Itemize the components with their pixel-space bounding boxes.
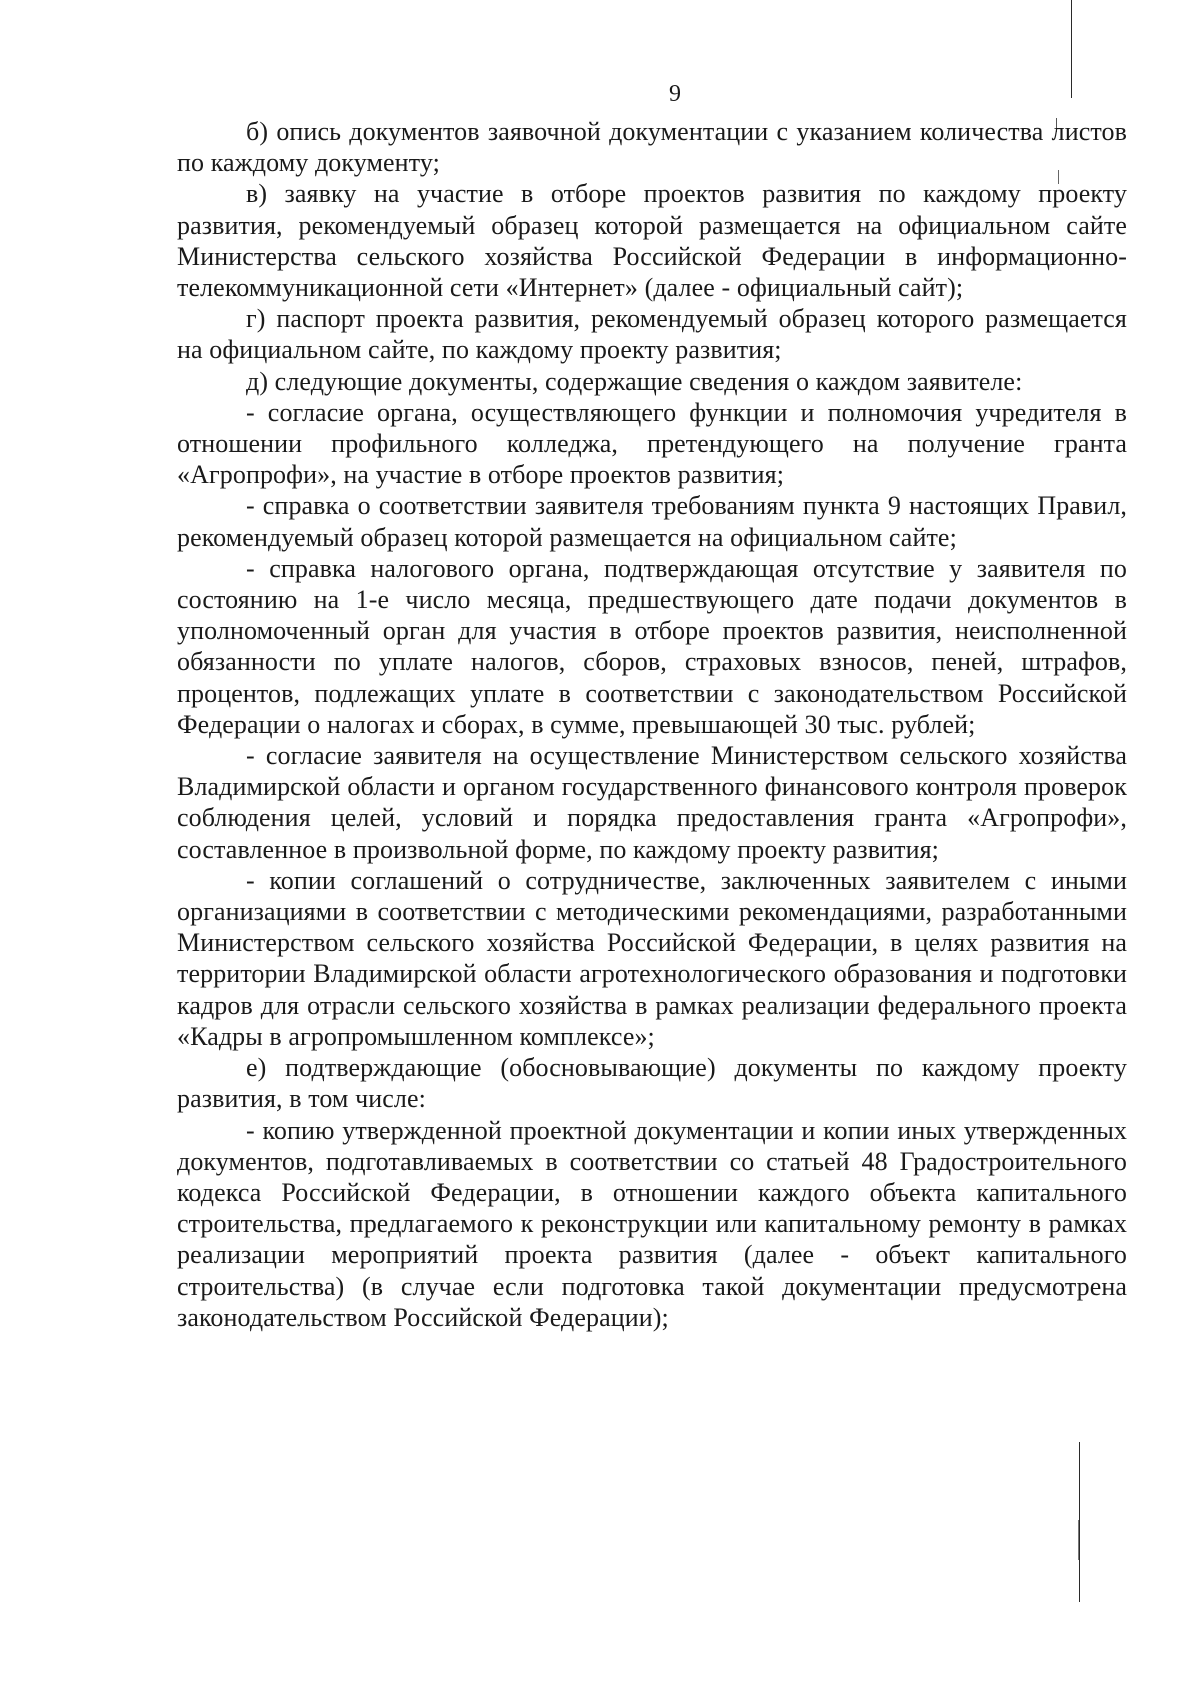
paragraph-e: е) подтверждающие (обосновывающие) документы по каждому проекту развития, в том числе: (177, 1053, 1127, 1114)
scan-edge-line (1078, 1520, 1079, 1560)
document-body (177, 116, 1127, 1333)
paragraph-d: д) следующие документы, содержащие сведения о каждом заявителе: (246, 366, 1023, 396)
list-item-cooperation-agreements: - копии соглашений о сотрудничестве, заключенных заявителем с иными организациями в соответствии с методическими рекомендациями, разработанными Министерством сельского хозяйства Российской Федерации, в целях развития на территории Владимирской области агротехнологического образования и подготовки кадров для отрасли сельского хозяйства в рамках реализации федерального проекта «Кадры в агропромышленном комплексе»; (177, 865, 1127, 1051)
list-item-tax-certificate: - справка налогового органа, подтверждающая отсутствие у заявителя по состоянию на 1-е число месяца, предшествующего дате подачи документов в уполномоченный орган для участия в отборе проектов развития, неисполненной обязанности по уплате налогов, сборов, страховых взносов, пеней, штрафов, процентов, подлежащих уплате в соответствии с законодательством Российской Федерации о налогах и сборах, в сумме, превышающей 30 тыс. рублей; (177, 553, 1127, 739)
page-number: 9 (669, 81, 681, 107)
paragraph-g: г) паспорт проекта развития, рекомендуемый образец которого размещается на официальном сайте, по каждому проекту развития; (177, 304, 1127, 365)
paragraph-v: в) заявку на участие в отборе проектов развития по каждому проекту развития, рекомендуемый образец которой размещается на официальном сайте Министерства сельского хозяйства Российской Федерации в информационно-телекоммуникационной сети «Интернет» (далее - официальный сайт); (177, 179, 1127, 303)
scan-edge-line (1079, 1442, 1080, 1602)
paragraph-b: б) опись документов заявочной документации с указанием количества листов по каждому документу; (177, 117, 1127, 178)
list-item-founder-consent: - согласие органа, осуществляющего функции и полномочия учредителя в отношении профильного колледжа, претендующего на получение гранта «Агропрофи», на участие в отборе проектов развития; (177, 397, 1127, 490)
list-item-project-documentation: - копию утвержденной проектной документации и копии иных утвержденных документов, подготавливаемых в соответствии со статьей 48 Градостроительного кодекса Российской Федерации, в отношении каждого объекта капитального строительства, предлагаемого к реконструкции или капитальному ремонту в рамках реализации мероприятий проекта развития (далее - объект капитального строительства) (в случае если подготовка такой документации предусмотрена законодательством Российской Федерации); (177, 1115, 1127, 1332)
list-item-applicant-consent: - согласие заявителя на осуществление Министерством сельского хозяйства Владимирской области и органом государственного финансового контроля проверок соблюдения целей, условий и порядка предоставления гранта «Агропрофи», составленное в произвольной форме, по каждому проекту развития; (177, 741, 1127, 864)
list-item-compliance-certificate: - справка о соответствии заявителя требованиям пункта 9 настоящих Правил, рекомендуемый образец которой размещается на официальном сайте; (177, 491, 1127, 552)
